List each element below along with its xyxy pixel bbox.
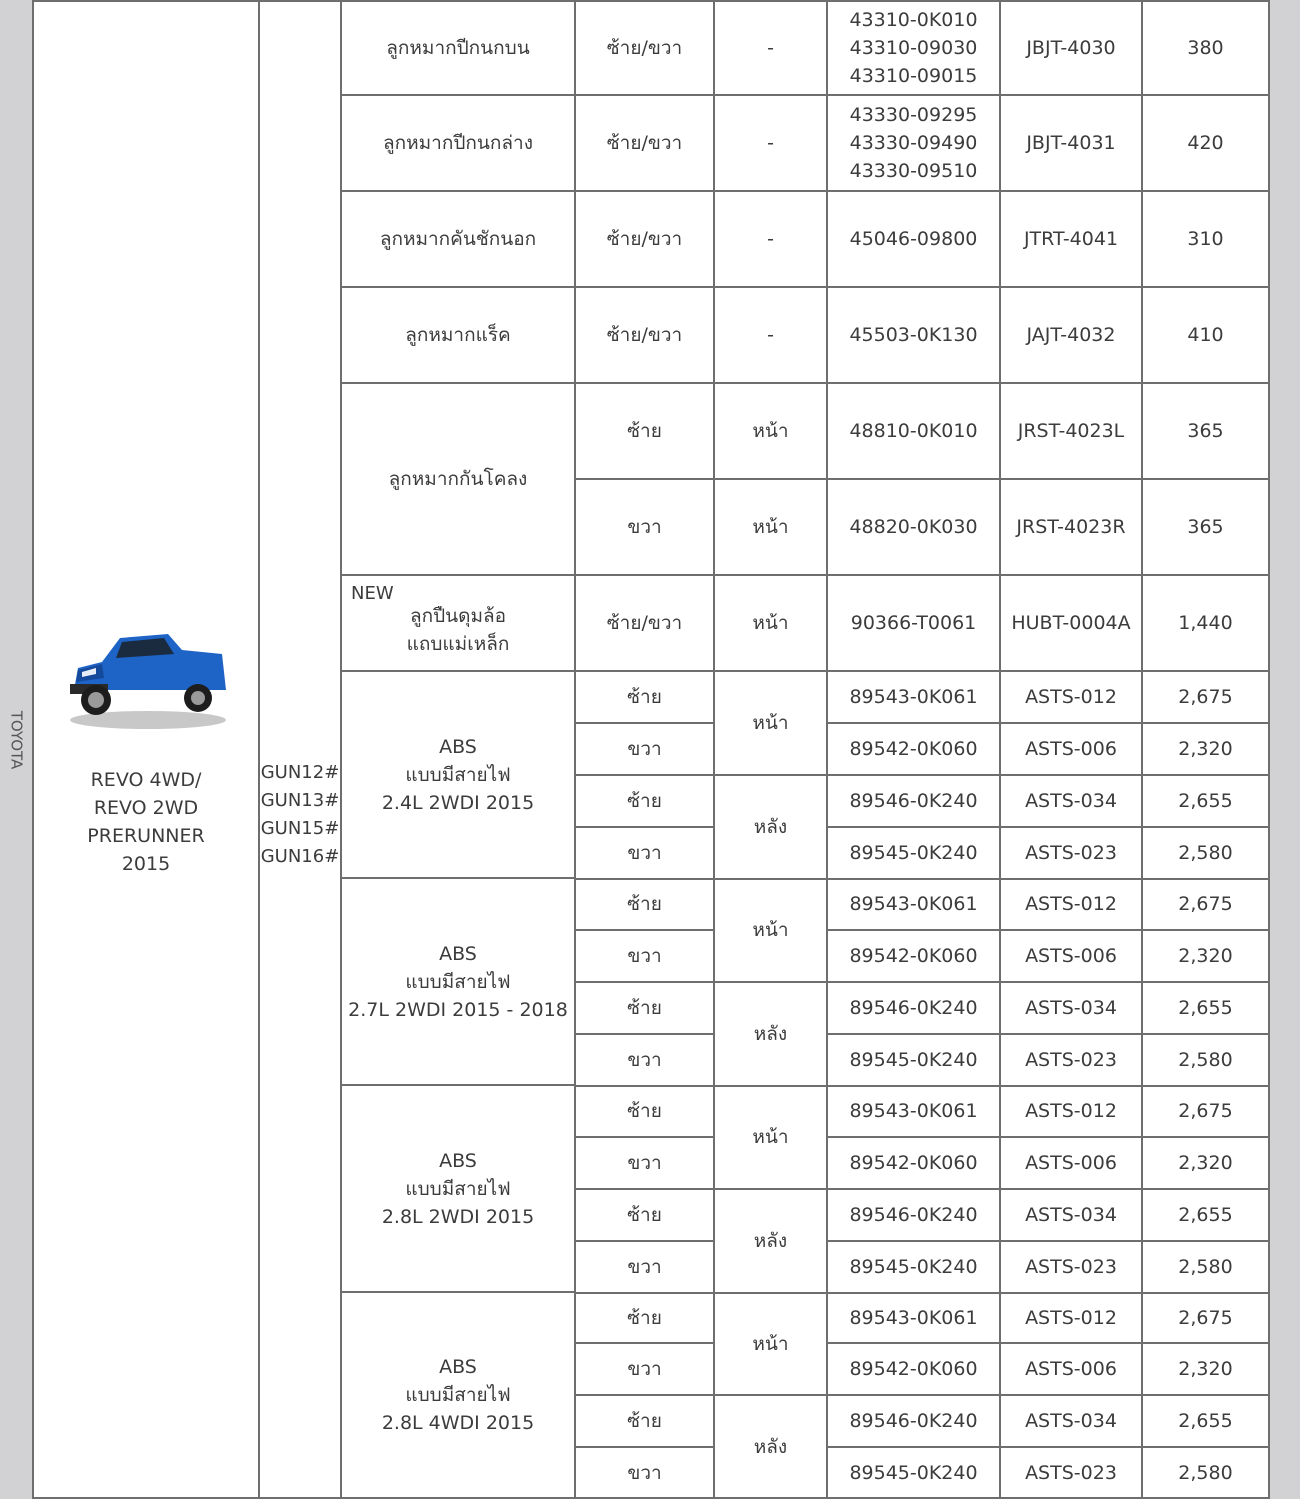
part-group-line: ลูกปืนดุมล้อ [409,605,507,627]
position-cell: หลัง [715,983,828,1087]
vehicle-name: REVO 4WD/ REVO 2WD PRERUNNER 2015 [87,769,205,875]
side-cell: ซ้าย [576,672,715,724]
part-code-cell: ASTS-023 [1001,1448,1143,1499]
price-cell: 2,320 [1143,1138,1270,1190]
price-cell: 2,655 [1143,776,1270,828]
side-cell: ซ้าย [576,1293,715,1344]
position-cell: หน้า [715,1293,828,1396]
oem-number-cell: 89543-0K061 [828,1293,1001,1344]
part-group: ลูกหมากกันโคลง [342,384,576,576]
price-cell: 365 [1143,384,1270,480]
part-group: ลูกหมากแร็ค [342,288,576,384]
position-cell: หลัง [715,1396,828,1499]
side-cell: ขวา [576,1448,715,1499]
oem-number-cell: 43310-0K010 43310-09030 43310-09015 [828,0,1001,96]
part-code-cell: ASTS-023 [1001,828,1143,880]
price-cell: 2,580 [1143,1242,1270,1294]
model-code: GUN12# [260,761,340,783]
side-cell: ขวา [576,1344,715,1396]
position-cell: - [715,288,828,384]
position-cell: หน้า [715,576,828,672]
part-code-cell: ASTS-034 [1001,1396,1143,1448]
side-cell: ขวา [576,828,715,880]
price-cell: 2,655 [1143,1396,1270,1448]
part-code-cell: ASTS-034 [1001,983,1143,1035]
oem-number-cell: 89542-0K060 [828,1138,1001,1190]
position-cell: หลัง [715,776,828,880]
price-cell: 2,675 [1143,1293,1270,1344]
price-cell: 2,655 [1143,983,1270,1035]
position-cell: - [715,192,828,288]
part-code-cell: ASTS-012 [1001,672,1143,724]
price-cell: 2,675 [1143,672,1270,724]
oem-number-cell: 48810-0K010 [828,384,1001,480]
model-code: GUN16# [260,845,340,867]
side-cell: ซ้าย/ขวา [576,96,715,192]
new-badge: NEW [351,583,394,604]
oem-number-cell: 43330-09295 43330-09490 43330-09510 [828,96,1001,192]
vehicle-cell [32,0,260,1499]
price-cell: 2,675 [1143,879,1270,931]
abs-group-line: แบบมีสายไฟ [405,970,511,993]
price-cell: 380 [1143,0,1270,96]
price-cell: 2,675 [1143,1086,1270,1138]
abs-group-line: ABS [439,1356,477,1378]
part-group: ลูกหมากปีกนกบน [342,0,576,96]
part-code-cell: ASTS-034 [1001,776,1143,828]
abs-group-line: ABS [439,1149,477,1172]
position-cell: - [715,96,828,192]
side-cell: ขวา [576,724,715,776]
model-code: GUN15# [260,817,340,839]
model-code: GUN13# [260,789,340,811]
abs-group-line: แบบมีสายไฟ [405,763,511,786]
abs-group-line: 2.4L 2WDI 2015 [381,791,535,814]
price-cell: 2,320 [1143,1344,1270,1396]
price-cell: 2,580 [1143,1448,1270,1499]
abs-group-line: 2.7L 2WDI 2015 - 2018 [348,998,568,1021]
price-cell: 2,320 [1143,931,1270,983]
side-cell: ขวา [576,931,715,983]
abs-group-line: 2.8L 2WDI 2015 [381,1205,535,1228]
abs-group-line: ABS [439,735,477,758]
oem-number-cell: 45046-09800 [828,192,1001,288]
position-cell: หลัง [715,1190,828,1294]
side-cell: ซ้าย [576,1396,715,1448]
part-code-cell: JRST-4023R [1001,480,1143,576]
position-cell: หน้า [715,480,828,576]
oem-number-cell: 89546-0K240 [828,1190,1001,1242]
side-cell: ขวา [576,1242,715,1294]
part-code-cell: ASTS-012 [1001,879,1143,931]
part-code-cell: ASTS-012 [1001,1086,1143,1138]
position-cell: - [715,0,828,96]
part-group: ลูกหมากคันชักนอก [342,192,576,288]
part-code-cell: ASTS-006 [1001,1138,1143,1190]
position-cell: หน้า [715,384,828,480]
side-cell: ซ้าย [576,1190,715,1242]
oem-number-cell: 89543-0K061 [828,879,1001,931]
abs-group-line: แบบมีสายไฟ [405,1384,511,1406]
side-cell: ซ้าย [576,1086,715,1138]
oem-number-cell: 89545-0K240 [828,1448,1001,1499]
abs-group-line: 2.8L 4WDI 2015 [381,1412,535,1434]
part-code-cell: ASTS-023 [1001,1242,1143,1294]
part-group [342,576,576,672]
part-group-line: แถบแม่เหล็ก [406,633,510,655]
oem-number-cell: 89545-0K240 [828,1035,1001,1087]
part-code-cell: JAJT-4032 [1001,288,1143,384]
position-cell: หน้า [715,1086,828,1190]
position-cell: หน้า [715,672,828,776]
price-cell: 420 [1143,96,1270,192]
oem-number-cell: 89545-0K240 [828,828,1001,880]
abs-group-label [342,879,576,1086]
side-cell: ซ้าย/ขวา [576,0,715,96]
side-cell: ซ้าย/ขวา [576,192,715,288]
part-code-cell: ASTS-006 [1001,931,1143,983]
part-code-cell: ASTS-034 [1001,1190,1143,1242]
abs-group-label [342,1086,576,1293]
position-cell: หน้า [715,879,828,983]
part-code-cell: JTRT-4041 [1001,192,1143,288]
abs-group-label [342,672,576,879]
oem-number-cell: 89542-0K060 [828,1344,1001,1396]
side-cell: ซ้าย [576,879,715,931]
abs-group-line: ABS [439,942,477,965]
price-cell: 410 [1143,288,1270,384]
part-code-cell: HUBT-0004A [1001,576,1143,672]
part-code-cell: JBJT-4030 [1001,0,1143,96]
abs-group-line: แบบมีสายไฟ [405,1177,511,1200]
part-code-cell: JRST-4023L [1001,384,1143,480]
model-code-cell [260,0,342,1499]
abs-group-label [342,1293,576,1499]
side-cell: ซ้าย [576,983,715,1035]
oem-number-cell: 90366-T0061 [828,576,1001,672]
side-cell: ซ้าย [576,384,715,480]
side-cell: ซ้าย/ขวา [576,288,715,384]
oem-number-cell: 48820-0K030 [828,480,1001,576]
part-group: ลูกหมากปีกนกล่าง [342,96,576,192]
part-code-cell: ASTS-023 [1001,1035,1143,1087]
oem-number-cell: 89543-0K061 [828,672,1001,724]
price-cell: 310 [1143,192,1270,288]
oem-number-cell: 89545-0K240 [828,1242,1001,1294]
oem-number-cell: 89546-0K240 [828,776,1001,828]
brand-side-label: TOYOTA [7,710,25,770]
side-cell: ซ้าย [576,776,715,828]
oem-number-cell: 45503-0K130 [828,288,1001,384]
part-code-cell: ASTS-006 [1001,1344,1143,1396]
oem-number-cell: 89546-0K240 [828,1396,1001,1448]
price-cell: 2,655 [1143,1190,1270,1242]
price-cell: 2,580 [1143,828,1270,880]
oem-number-cell: 89546-0K240 [828,983,1001,1035]
part-code-cell: ASTS-006 [1001,724,1143,776]
price-cell: 365 [1143,480,1270,576]
part-code-cell: JBJT-4031 [1001,96,1143,192]
oem-number-cell: 89543-0K061 [828,1086,1001,1138]
price-cell: 2,580 [1143,1035,1270,1087]
oem-number-cell: 89542-0K060 [828,931,1001,983]
side-cell: ขวา [576,480,715,576]
side-cell: ขวา [576,1138,715,1190]
parts-table [32,0,1270,1499]
price-cell: 2,320 [1143,724,1270,776]
part-code-cell: ASTS-012 [1001,1293,1143,1344]
side-cell: ซ้าย/ขวา [576,576,715,672]
oem-number-cell: 89542-0K060 [828,724,1001,776]
side-cell: ขวา [576,1035,715,1087]
pickup-truck-image [56,598,236,738]
price-cell: 1,440 [1143,576,1270,672]
